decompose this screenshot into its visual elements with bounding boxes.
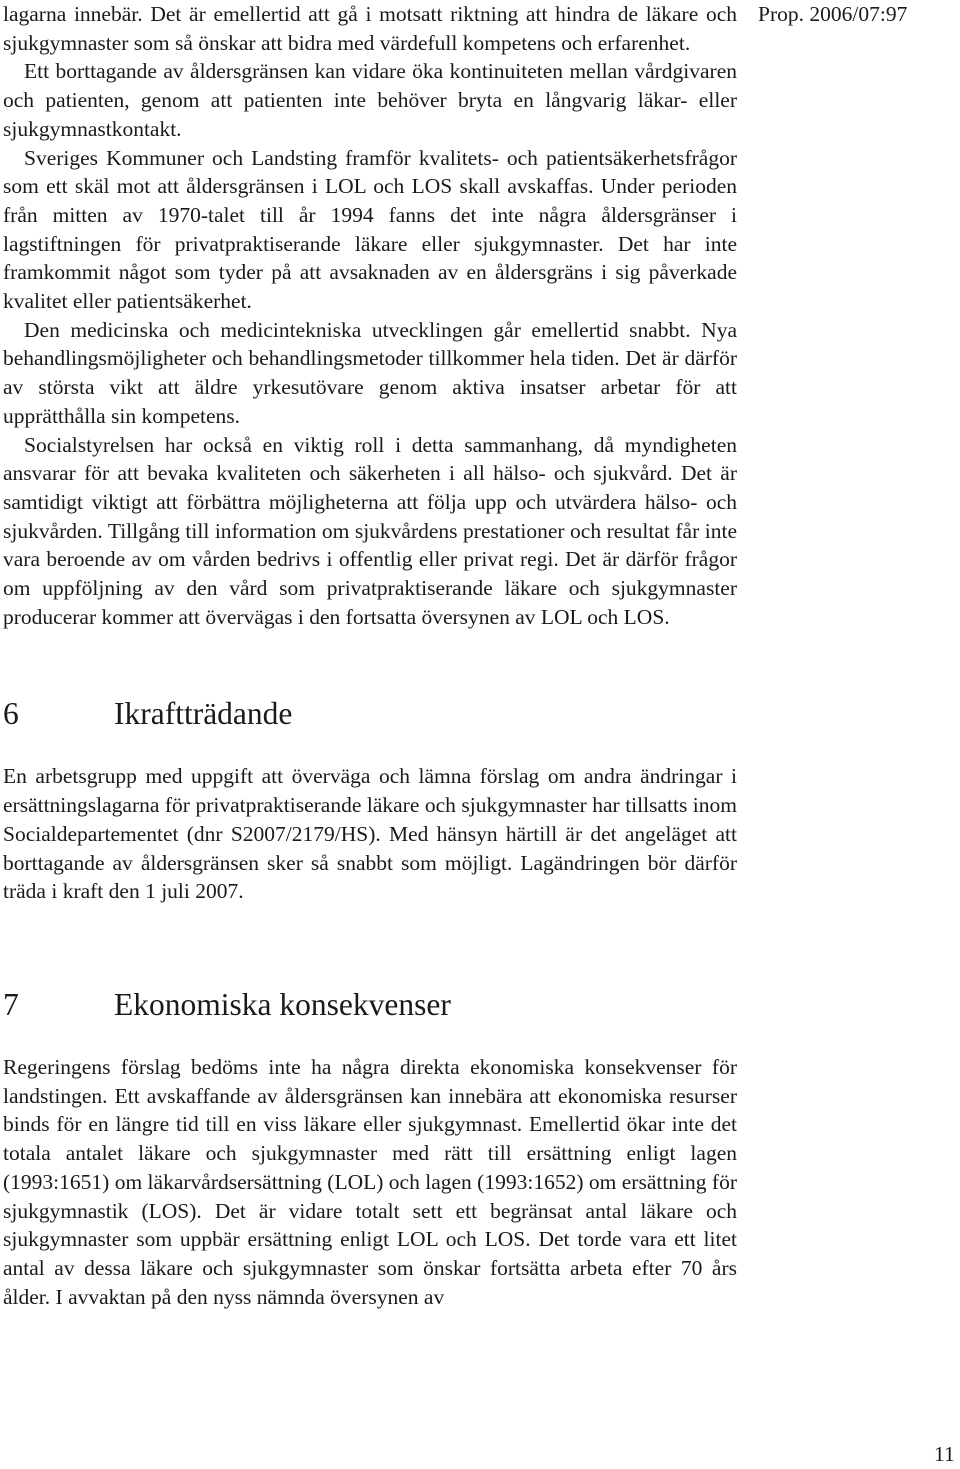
section-title: Ikraftträdande bbox=[114, 696, 293, 732]
paragraph: Sveriges Kommuner och Landsting framför kvalitets- och patientsäkerhetsfrågor som ett skäl mot att åldersgränsen i LOL och LOS skall avskaffas. Under perioden från mitten av 1970-talet till år 1994 fanns det inte några åldersgränser i lagstiftningen för privatpraktiserande läkare eller sjukgymnaster. Det har inte framkommit något som tyder på att avsaknaden av en åldersgräns i sig påverkade kvalitet eller patientsäkerhet. bbox=[3, 145, 737, 314]
main-text-column bbox=[3, 0, 737, 1311]
paragraph: En arbetsgrupp med uppgift att överväga och lämna förslag om andra ändringar i ersättningslagarna för privatpraktiserande läkare och sjukgymnaster har tillsatts inom Socialdepartementet (dnr S2007/2179/HS). Med hänsyn härtill är det angeläget att borttagande av åldersgränsen sker så snabbt som möjligt. Lagändringen bör därför träda i kraft den 1 juli 2007. bbox=[3, 764, 737, 904]
paragraph: Den medicinska och medicintekniska utvecklingen går emellertid snabbt. Nya behandlingsmöjligheter och behandlingsmetoder tillkommer hela tiden. Det är därför av största vikt att äldre yrkesutövare genom aktiva insatser arbetar för att upprätthålla sin kompetens. bbox=[3, 317, 737, 428]
section-heading-6 bbox=[3, 695, 737, 733]
paragraph: Regeringens förslag bedöms inte ha några direkta ekonomiska konsekvenser för landstingen. Ett avskaffande av åldersgränsen kan innebära att ekonomiska resurser binds för en längre tid till en viss läkare eller sjukgymnast. Emellertid ökar inte det totala antalet läkare och sjukgymnaster med rätt till ersättning enligt lagen (1993:1651) om läkarvårdsersättning (LOL) och lagen (1993:1652) om ersättning för sjukgymnastik (LOS). Det är vidare totalt sett ett begränsat antal läkare och sjukgymnaster som uppbär ersättning enligt LOL och LOS. Det torde vara ett litet antal av dessa läkare och sjukgymnaster som önskar fortsätta arbeta efter 70 års ålder. I avvaktan på den nyss nämnda översynen av bbox=[3, 1054, 737, 1309]
page-number: 11 bbox=[934, 1442, 955, 1466]
paragraph: Ett borttagande av åldersgränsen kan vidare öka kontinuiteten mellan vårdgivaren och patienten, genom att patienten inte behöver bryta en långvarig läkar- eller sjukgymnastkontakt. bbox=[3, 59, 737, 141]
page-reference: Prop. 2006/07:97 bbox=[758, 2, 908, 26]
section-number: 7 bbox=[3, 986, 19, 1022]
paragraph: Socialstyrelsen har också en viktig roll i detta sammanhang, då myndigheten ansvarar för att bevaka kvaliteten och säkerheten i all hälso- och sjukvård. Det är samtidigt viktigt att förbättra möjligheterna att följa upp och utvärdera hälso- och sjukvården. Tillgång till information om sjukvårdens prestationer och resultat får inte vara beroende av om vården bedrivs i offentlig eller privat regi. Det är därför frågor om uppföljning av den vård som privatpraktiserande läkare och sjukgymnaster producerar kommer att övervägas i den fortsatta översynen av LOL och LOS. bbox=[3, 432, 737, 629]
section-title: Ekonomiska konsekvenser bbox=[114, 986, 451, 1022]
section-heading-7 bbox=[3, 986, 737, 1024]
paragraph: lagarna innebär. Det är emellertid att gå i motsatt riktning att hindra de läkare och sjukgymnaster som så önskar att bidra med värdefull kompetens och erfarenhet. bbox=[3, 2, 737, 55]
section-number: 6 bbox=[3, 696, 19, 732]
